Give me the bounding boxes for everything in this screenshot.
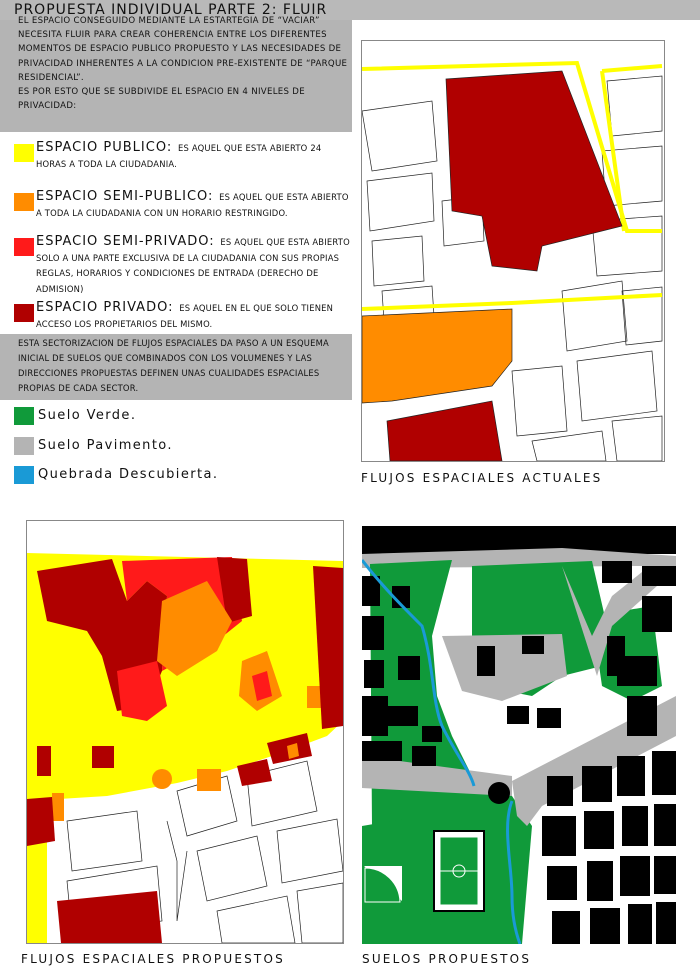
category-name: ESPACIO PUBLICO: xyxy=(36,140,173,155)
category-name: ESPACIO SEMI-PRIVADO: xyxy=(36,234,215,249)
red-swatch xyxy=(14,238,34,256)
category-description: ES AQUEL EN EL QUE SOLO TIENEN ACCESO LOS PROPIETARIOS DEL MISMO. xyxy=(36,303,334,329)
map-proposed-floors xyxy=(362,526,676,944)
dark-red-swatch xyxy=(14,304,34,322)
caption-proposed-floors: SUELOS PROPUESTOS xyxy=(362,952,532,966)
yellow-swatch xyxy=(14,144,34,162)
category-semi-public xyxy=(14,189,354,221)
map-current-flows xyxy=(361,40,665,462)
map-floors-drawing xyxy=(362,526,676,944)
map-proposed-flows xyxy=(26,520,344,944)
page-title: PROPUESTA INDIVIDUAL PARTE 2: FLUIR xyxy=(14,2,328,18)
category-name: ESPACIO SEMI-PUBLICO: xyxy=(36,189,214,204)
category-name: ESPACIO PRIVADO: xyxy=(36,300,174,315)
map-current-drawing xyxy=(362,41,664,461)
category-description: ES AQUEL QUE ESTA ABIERTO SOLO A UNA PARTE EXCLUSIVA DE LA CIUDADANIA CON SUS PROPIAS REGLAS, HORARIOS Y CONDICIONES DE ENTRADA (DERECHO DE ADMISION) xyxy=(36,237,350,294)
floor-label: Suelo Pavimento. xyxy=(38,438,173,453)
floor-label: Quebrada Descubierta. xyxy=(38,467,219,482)
intro-paragraph-2: ES POR ESTO QUE SE SUBDIVIDE EL ESPACIO EN 4 NIVELES DE PRIVACIDAD: xyxy=(18,87,305,112)
intro-text xyxy=(18,14,353,113)
category-private xyxy=(14,300,354,332)
closing-text: ESTA SECTORIZACION DE FLUJOS ESPACIALES DA PASO A UN ESQUEMA INICIAL DE SUELOS QUE COMBINADOS CON LOS VOLUMENES Y LAS DIRECCIONES PROPUESTAS DEFINEN UNAS CUALIDADES ESPACIALES PROPIAS DE CADA SECTOR. xyxy=(18,338,329,393)
category-description: ES AQUEL QUE ESTA ABIERTO 24 HORAS A TODA LA CIUDADANIA. xyxy=(36,143,322,169)
orange-swatch xyxy=(14,193,34,211)
category-description: ES AQUEL QUE ESTA ABIERTO A TODA LA CIUDADANIA CON UN HORARIO RESTRINGIDO. xyxy=(36,192,349,218)
category-public xyxy=(14,140,354,172)
map-proposed-drawing xyxy=(27,521,343,943)
blue-swatch xyxy=(14,466,34,484)
caption-current-flows: FLUJOS ESPACIALES ACTUALES xyxy=(361,471,603,485)
category-semi-private xyxy=(14,234,354,297)
intro-paragraph-1: EL ESPACIO CONSEGUIDO MEDIANTE LA ESTARTEGIA DE “VACIAR” NECESITA FLUIR PARA CREAR COHERENCIA ENTRE LOS DIFERENTES MOMENTOS DE ESPACIO PUBLICO PROPUESTO Y LAS NECESIDADES DE PRIVACIDAD INHERENTES A LA CONDICION PRE-EXISTENTE DE “PARQUE RESIDENCIAL”. xyxy=(18,16,348,83)
grey-swatch xyxy=(14,437,34,455)
green-swatch xyxy=(14,407,34,425)
floor-label: Suelo Verde. xyxy=(38,408,137,423)
caption-proposed-flows: FLUJOS ESPACIALES PROPUESTOS xyxy=(21,952,285,966)
